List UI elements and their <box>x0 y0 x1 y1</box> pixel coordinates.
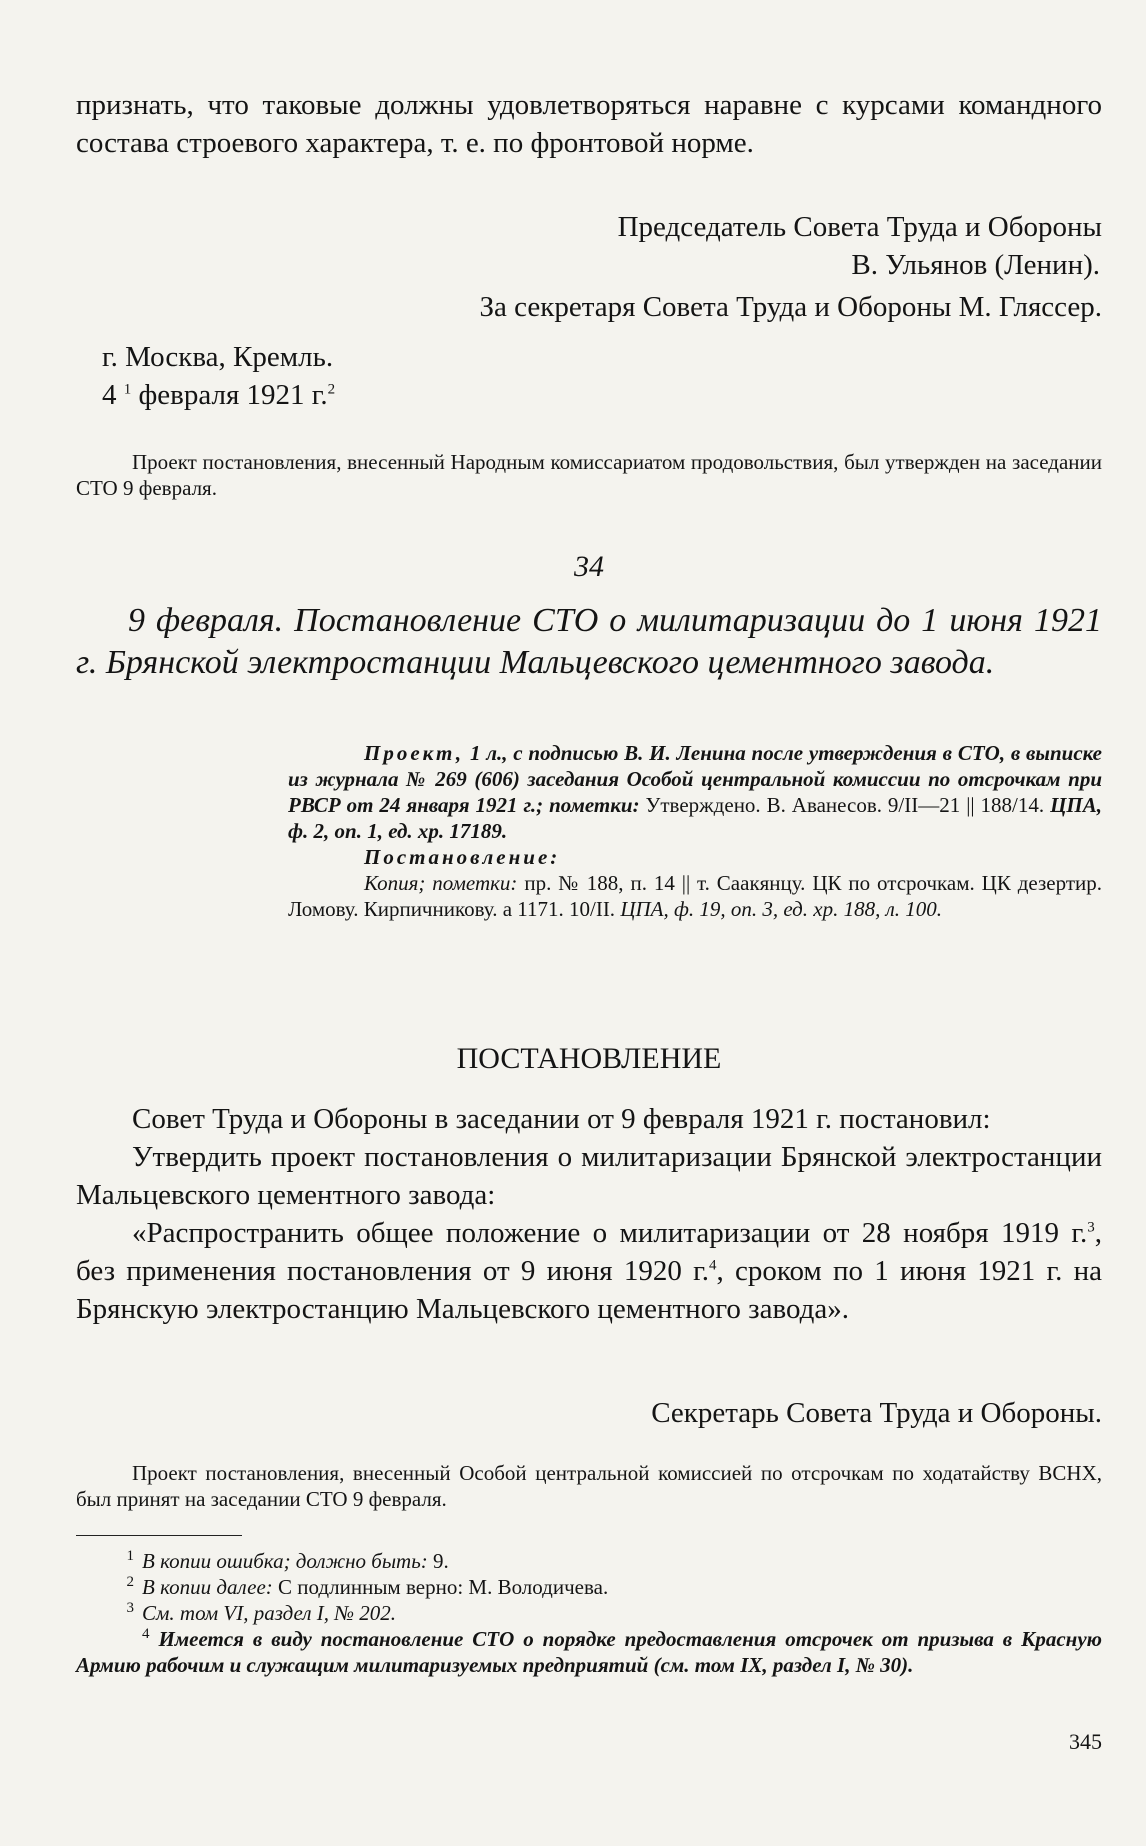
archive-copy-label: Копия; пометки: <box>364 871 518 895</box>
footnote-2 <box>76 1574 1102 1600</box>
archive-project <box>76 740 1102 844</box>
footnote-2-number: 2 <box>126 1574 134 1590</box>
footnote-3-number: 3 <box>126 1600 134 1616</box>
footnote-4-italic: Имеется в виду постановление СТО о порядке предоставления отсрочек от призыва в Красную Армию рабочим и служащим милитаризуемых предприятий (см. том IX, раздел I, № 30). <box>76 1627 1102 1677</box>
footnote-3 <box>76 1600 1102 1626</box>
editorial-note-2: Проект постановления, внесенный Особой центральной комиссией по отсрочкам по ходатайству ВСНХ, был принят на заседании СТО 9 февраля. <box>76 1461 1102 1511</box>
footnote-ref-1: 1 <box>123 381 132 398</box>
archive-copy-mark: пр. № 188, п. 14 || т. Саакянцу. ЦК по отсрочкам. ЦК дезертир. Ломову. Кирпичникову. а 1171. 10/II. <box>288 871 1103 921</box>
signature-chairman <box>76 208 1102 284</box>
footnote-ref-2: 2 <box>327 381 336 398</box>
archive-project-mark: Утверждено. В. Аванесов. 9/II—21 || 188/14. <box>645 793 1045 817</box>
signature-chairman-name: В. Ульянов (Ленин). <box>851 249 1100 281</box>
editorial-note-1: Проект постановления, внесенный Народным комиссариатом продовольствия, был утвержден на заседании СТО 9 февраля. <box>76 450 1102 500</box>
footnote-ref-4: 4 <box>709 1257 717 1274</box>
footnote-4 <box>76 1626 1102 1678</box>
footnote-separator <box>76 1535 242 1536</box>
place: г. Москва, Кремль. <box>102 341 334 373</box>
document-title: ПОСТАНОВЛЕНИЕ <box>456 1042 722 1075</box>
page-number: 345 <box>1069 1729 1102 1754</box>
document-body <box>76 1100 1102 1328</box>
footnote-2-text: С подлинным верно: М. Володичева. <box>278 1575 609 1599</box>
footnote-1-number: 1 <box>126 1548 134 1564</box>
document-heading: 9 февраля. Постановление СТО о милитаризации до 1 июня 1921 г. Брянской электростанции Мальцевского цементного завода. <box>76 602 1102 681</box>
archive-post-label-line <box>76 844 1102 870</box>
archive-project-desc: 1 л., с подписью В. И. Ленина после утверждения в СТО, в выписке из журнала № 269 (606) заседания Особой центральной комиссии по отсрочкам при РВСР от 24 января 1921 г.; пометки: <box>288 741 1102 817</box>
body-paragraph-1: Совет Труда и Обороны в заседании от 9 февраля 1921 г. постановил: <box>132 1103 991 1135</box>
footnote-2-italic: В копии далее: <box>142 1575 273 1599</box>
date-day: 4 <box>102 379 117 411</box>
document-number: 34 <box>574 550 604 583</box>
archive-description <box>76 740 1102 922</box>
footnote-3-italic: См. том VI, раздел I, № 202. <box>142 1601 397 1625</box>
archive-project-label: Проект, <box>364 741 465 765</box>
archive-project-ref: ЦПА, ф. 2, оп. 1, ед. хр. 17189. <box>288 793 1102 843</box>
body-paragraph-2: Утвердить проект постановления о милитаризации Брянской электростанции Мальцевского цементного завода: <box>76 1141 1102 1211</box>
footnote-ref-3: 3 <box>1087 1219 1095 1236</box>
body-p3-b: , без применения постановления от 9 июня 1920 г. <box>76 1217 1102 1287</box>
archive-post-label: Постановление: <box>364 845 561 869</box>
footnote-4-number: 4 <box>142 1626 150 1642</box>
body-p3-a: «Распространить общее положение о милитаризации от 28 ноября 1919 г. <box>132 1217 1088 1249</box>
archive-copy <box>76 870 1102 922</box>
body-paragraph-3 <box>76 1214 1102 1328</box>
date <box>102 376 1128 414</box>
signature-chairman-title: Председатель Совета Труда и Обороны <box>617 211 1102 243</box>
top-paragraph: признать, что таковые должны удовлетворяться наравне с курсами командного состава строевого характера, т. е. по фронтовой норме. <box>76 89 1102 159</box>
body-p3-c: , сроком по 1 июня 1921 г. на Брянскую электростанцию Мальцевского цементного завода». <box>76 1255 1102 1325</box>
signature-secretary: За секретаря Совета Труда и Обороны М. Гляссер. <box>479 291 1102 323</box>
footnote-1 <box>76 1548 1102 1574</box>
footnote-1-text: 9. <box>433 1549 449 1573</box>
signature-secretary-2: Секретарь Совета Труда и Обороны. <box>651 1397 1102 1429</box>
date-rest: февраля 1921 г. <box>138 379 328 411</box>
archive-copy-ref: ЦПА, ф. 19, оп. 3, ед. хр. 188, л. 100. <box>620 897 943 921</box>
place-date <box>102 338 1128 414</box>
footnote-1-italic: В копии ошибка; должно быть: <box>142 1549 428 1573</box>
